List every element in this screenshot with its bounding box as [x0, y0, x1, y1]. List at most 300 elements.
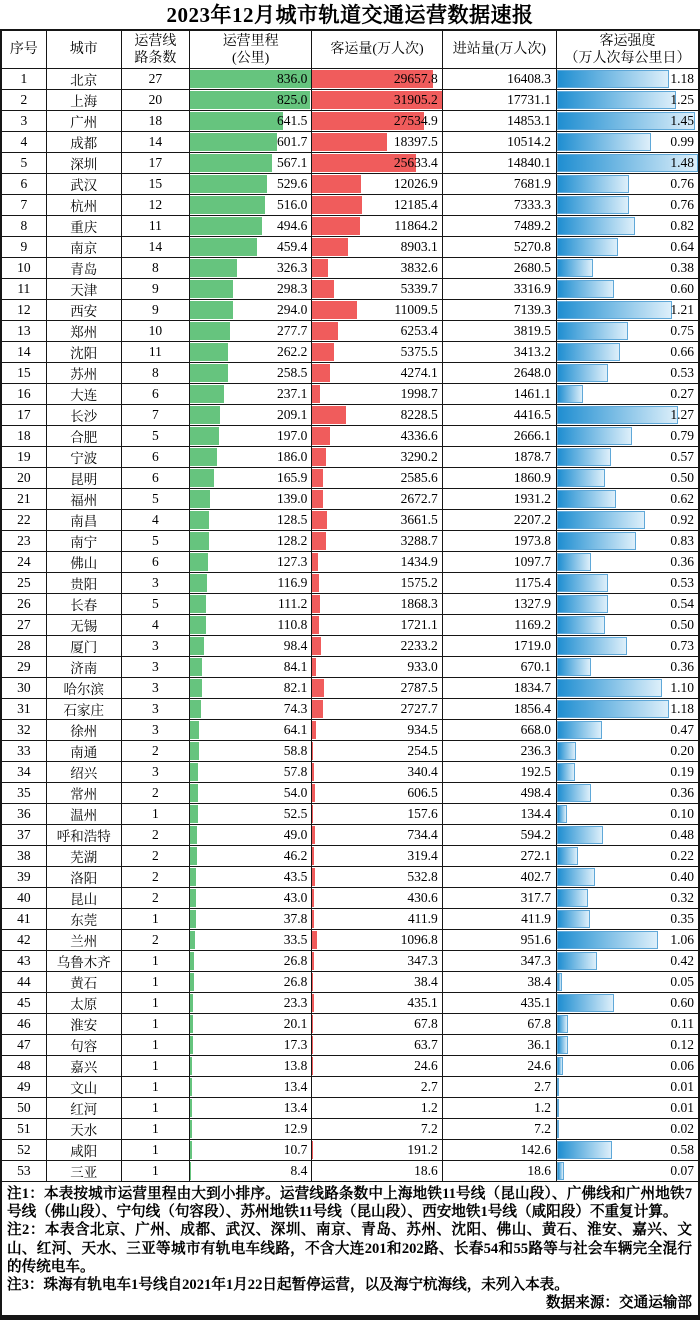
rank-cell: 49 [1, 1077, 46, 1098]
volume-cell [312, 69, 442, 90]
mileage-value: 277.7 [190, 322, 311, 340]
volume-cell [312, 678, 442, 699]
table-row [1, 216, 699, 237]
intensity-value: 0.01 [557, 1078, 698, 1096]
volume-value: 12026.9 [312, 175, 441, 193]
col-header-line: (公里) [190, 50, 311, 67]
table-row [1, 657, 699, 678]
mileage-value: 139.0 [190, 490, 311, 508]
table-row [1, 783, 699, 804]
intensity-cell [557, 1140, 699, 1161]
city-cell: 深圳 [46, 153, 121, 174]
city-cell: 绍兴 [46, 762, 121, 783]
mileage-cell [190, 237, 312, 258]
city-cell: 句容 [46, 1035, 121, 1056]
mileage-value: 58.8 [190, 742, 311, 760]
intensity-cell [557, 216, 699, 237]
volume-cell [312, 951, 442, 972]
rank-cell: 12 [1, 300, 46, 321]
intensity-value: 0.60 [557, 280, 698, 298]
city-cell: 芜湖 [46, 846, 121, 867]
table-row [1, 720, 699, 741]
rank-cell: 9 [1, 237, 46, 258]
city-cell: 三亚 [46, 1161, 121, 1182]
volume-cell [312, 237, 442, 258]
mileage-value: 17.3 [190, 1036, 311, 1054]
mileage-value: 529.6 [190, 175, 311, 193]
line-count-cell: 5 [121, 594, 189, 615]
entries-cell: 67.8 [442, 1014, 556, 1035]
col-header-line: 运营线 [122, 33, 189, 50]
rank-cell: 31 [1, 699, 46, 720]
line-count-cell: 2 [121, 867, 189, 888]
entries-cell: 2680.5 [442, 258, 556, 279]
table-row [1, 342, 699, 363]
line-count-cell: 6 [121, 447, 189, 468]
rank-cell: 36 [1, 804, 46, 825]
volume-value: 191.2 [312, 1141, 441, 1159]
volume-value: 319.4 [312, 847, 441, 865]
entries-cell: 24.6 [442, 1056, 556, 1077]
volume-value: 12185.4 [312, 196, 441, 214]
volume-cell [312, 1056, 442, 1077]
city-cell: 黄石 [46, 972, 121, 993]
line-count-cell: 1 [121, 804, 189, 825]
intensity-cell [557, 447, 699, 468]
col-header-line: 客运量(万人次) [312, 41, 441, 58]
intensity-value: 0.75 [557, 322, 698, 340]
rank-cell: 34 [1, 762, 46, 783]
intensity-cell [557, 1077, 699, 1098]
volume-cell [312, 111, 442, 132]
city-cell: 东莞 [46, 909, 121, 930]
intensity-cell [557, 69, 699, 90]
entries-cell: 7681.9 [442, 174, 556, 195]
rank-cell: 38 [1, 846, 46, 867]
mileage-value: 459.4 [190, 238, 311, 256]
entries-cell: 2207.2 [442, 510, 556, 531]
entries-cell: 7333.3 [442, 195, 556, 216]
mileage-cell [190, 447, 312, 468]
city-cell: 武汉 [46, 174, 121, 195]
rank-cell: 14 [1, 342, 46, 363]
table-row [1, 1035, 699, 1056]
entries-cell: 317.7 [442, 888, 556, 909]
table-row [1, 174, 699, 195]
mileage-value: 825.0 [190, 91, 311, 109]
city-cell: 贵阳 [46, 573, 121, 594]
rank-cell: 32 [1, 720, 46, 741]
line-count-cell: 1 [121, 1098, 189, 1119]
volume-value: 2585.6 [312, 469, 441, 487]
intensity-value: 1.45 [557, 112, 698, 130]
line-count-cell: 1 [121, 1161, 189, 1182]
rank-cell: 17 [1, 405, 46, 426]
volume-cell [312, 867, 442, 888]
col-header-line: 运营里程 [190, 33, 311, 50]
entries-cell: 1719.0 [442, 636, 556, 657]
table-row [1, 888, 699, 909]
intensity-value: 0.64 [557, 238, 698, 256]
volume-value: 435.1 [312, 994, 441, 1012]
volume-cell [312, 615, 442, 636]
intensity-cell [557, 783, 699, 804]
intensity-value: 0.36 [557, 784, 698, 802]
intensity-cell [557, 426, 699, 447]
entries-cell: 1856.4 [442, 699, 556, 720]
intensity-value: 0.07 [557, 1162, 698, 1180]
rank-cell: 52 [1, 1140, 46, 1161]
line-count-cell: 1 [121, 909, 189, 930]
intensity-cell [557, 699, 699, 720]
mileage-cell [190, 972, 312, 993]
intensity-cell [557, 867, 699, 888]
mileage-value: 20.1 [190, 1015, 311, 1033]
line-count-cell: 11 [121, 342, 189, 363]
mileage-value: 298.3 [190, 280, 311, 298]
entries-cell: 192.5 [442, 762, 556, 783]
line-count-cell: 1 [121, 1035, 189, 1056]
mileage-cell [190, 573, 312, 594]
intensity-value: 0.83 [557, 532, 698, 550]
rank-cell: 35 [1, 783, 46, 804]
volume-value: 3832.6 [312, 259, 441, 277]
rank-cell: 2 [1, 90, 46, 111]
volume-value: 5339.7 [312, 280, 441, 298]
mileage-cell [190, 657, 312, 678]
volume-value: 1998.7 [312, 385, 441, 403]
rank-cell: 11 [1, 279, 46, 300]
mileage-cell [190, 342, 312, 363]
mileage-cell [190, 153, 312, 174]
table-row [1, 846, 699, 867]
volume-value: 2.7 [312, 1078, 441, 1096]
intensity-cell [557, 741, 699, 762]
intensity-cell [557, 1098, 699, 1119]
table-row [1, 762, 699, 783]
city-cell: 佛山 [46, 552, 121, 573]
intensity-value: 0.48 [557, 826, 698, 844]
entries-cell: 1878.7 [442, 447, 556, 468]
intensity-value: 0.58 [557, 1141, 698, 1159]
intensity-value: 1.10 [557, 679, 698, 697]
volume-cell [312, 636, 442, 657]
mileage-cell [190, 888, 312, 909]
intensity-value: 0.06 [557, 1057, 698, 1075]
line-count-cell: 15 [121, 174, 189, 195]
volume-value: 2233.2 [312, 637, 441, 655]
volume-value: 1721.1 [312, 616, 441, 634]
intensity-cell [557, 846, 699, 867]
volume-cell [312, 552, 442, 573]
volume-cell [312, 321, 442, 342]
col-header-rank [1, 30, 46, 69]
mileage-value: 186.0 [190, 448, 311, 466]
entries-cell: 3819.5 [442, 321, 556, 342]
intensity-value: 0.36 [557, 658, 698, 676]
line-count-cell: 9 [121, 300, 189, 321]
intensity-value: 0.40 [557, 868, 698, 886]
mileage-value: 128.5 [190, 511, 311, 529]
city-cell: 厦门 [46, 636, 121, 657]
col-header-mileage [190, 30, 312, 69]
line-count-cell: 5 [121, 426, 189, 447]
city-cell: 洛阳 [46, 867, 121, 888]
mileage-cell [190, 363, 312, 384]
mileage-cell [190, 132, 312, 153]
mileage-cell [190, 762, 312, 783]
intensity-value: 0.76 [557, 175, 698, 193]
mileage-value: 37.8 [190, 910, 311, 928]
col-header-intensity [557, 30, 699, 69]
line-count-cell: 5 [121, 531, 189, 552]
table-row [1, 993, 699, 1014]
volume-cell [312, 972, 442, 993]
entries-cell: 1327.9 [442, 594, 556, 615]
volume-value: 934.5 [312, 721, 441, 739]
table-body [1, 69, 699, 1182]
mileage-cell [190, 468, 312, 489]
line-count-cell: 4 [121, 510, 189, 531]
mileage-value: 567.1 [190, 154, 311, 172]
line-count-cell: 3 [121, 636, 189, 657]
mileage-value: 111.2 [190, 595, 311, 613]
entries-cell: 36.1 [442, 1035, 556, 1056]
mileage-cell [190, 678, 312, 699]
volume-cell [312, 405, 442, 426]
intensity-value: 1.06 [557, 931, 698, 949]
intensity-value: 0.38 [557, 259, 698, 277]
intensity-cell [557, 762, 699, 783]
mileage-cell [190, 531, 312, 552]
entries-cell: 411.9 [442, 909, 556, 930]
rank-cell: 26 [1, 594, 46, 615]
entries-cell: 5270.8 [442, 237, 556, 258]
intensity-cell [557, 237, 699, 258]
table-row [1, 1098, 699, 1119]
rank-cell: 4 [1, 132, 46, 153]
mileage-cell [190, 195, 312, 216]
rank-cell: 21 [1, 489, 46, 510]
city-cell: 长沙 [46, 405, 121, 426]
intensity-cell [557, 111, 699, 132]
intensity-value: 0.22 [557, 847, 698, 865]
intensity-cell [557, 636, 699, 657]
volume-cell [312, 993, 442, 1014]
rank-cell: 39 [1, 867, 46, 888]
entries-cell: 38.4 [442, 972, 556, 993]
mileage-cell [190, 321, 312, 342]
mileage-value: 84.1 [190, 658, 311, 676]
volume-value: 25633.4 [312, 154, 441, 172]
city-cell: 合肥 [46, 426, 121, 447]
intensity-cell [557, 468, 699, 489]
mileage-value: 23.3 [190, 994, 311, 1012]
volume-cell [312, 153, 442, 174]
volume-cell [312, 342, 442, 363]
city-cell: 昆山 [46, 888, 121, 909]
volume-cell [312, 468, 442, 489]
data-table [0, 29, 700, 1182]
volume-value: 340.4 [312, 763, 441, 781]
intensity-cell [557, 1119, 699, 1140]
intensity-cell [557, 510, 699, 531]
volume-value: 67.8 [312, 1015, 441, 1033]
mileage-value: 516.0 [190, 196, 311, 214]
table-row [1, 867, 699, 888]
mileage-value: 165.9 [190, 469, 311, 487]
volume-value: 2727.7 [312, 700, 441, 718]
city-cell: 西安 [46, 300, 121, 321]
volume-value: 31905.2 [312, 91, 441, 109]
volume-cell [312, 720, 442, 741]
data-source: 数据来源：交通运输部 [7, 1294, 692, 1312]
rank-cell: 8 [1, 216, 46, 237]
volume-cell [312, 657, 442, 678]
mileage-value: 82.1 [190, 679, 311, 697]
mileage-value: 13.8 [190, 1057, 311, 1075]
mileage-cell [190, 90, 312, 111]
city-cell: 兰州 [46, 930, 121, 951]
line-count-cell: 6 [121, 552, 189, 573]
line-count-cell: 3 [121, 657, 189, 678]
entries-cell: 18.6 [442, 1161, 556, 1182]
rank-cell: 7 [1, 195, 46, 216]
intensity-value: 0.53 [557, 574, 698, 592]
intensity-cell [557, 825, 699, 846]
volume-value: 7.2 [312, 1120, 441, 1138]
intensity-value: 0.79 [557, 427, 698, 445]
mileage-cell [190, 1098, 312, 1119]
volume-value: 1434.9 [312, 553, 441, 571]
line-count-cell: 8 [121, 258, 189, 279]
table-row [1, 468, 699, 489]
volume-cell [312, 447, 442, 468]
mileage-cell [190, 405, 312, 426]
city-cell: 南京 [46, 237, 121, 258]
volume-value: 734.4 [312, 826, 441, 844]
mileage-value: 128.2 [190, 532, 311, 550]
table-row [1, 69, 699, 90]
line-count-cell: 6 [121, 468, 189, 489]
volume-value: 933.0 [312, 658, 441, 676]
rank-cell: 45 [1, 993, 46, 1014]
mileage-value: 641.5 [190, 112, 311, 130]
intensity-cell [557, 804, 699, 825]
city-cell: 福州 [46, 489, 121, 510]
entries-cell: 134.4 [442, 804, 556, 825]
volume-cell [312, 216, 442, 237]
intensity-cell [557, 615, 699, 636]
intensity-cell [557, 1014, 699, 1035]
line-count-cell: 12 [121, 195, 189, 216]
intensity-value: 0.19 [557, 763, 698, 781]
intensity-value: 0.36 [557, 553, 698, 571]
city-cell: 郑州 [46, 321, 121, 342]
volume-value: 3290.2 [312, 448, 441, 466]
intensity-cell [557, 342, 699, 363]
table-row [1, 111, 699, 132]
entries-cell: 2666.1 [442, 426, 556, 447]
intensity-value: 0.35 [557, 910, 698, 928]
volume-value: 27534.9 [312, 112, 441, 130]
mileage-value: 197.0 [190, 427, 311, 445]
intensity-cell [557, 90, 699, 111]
volume-value: 8228.5 [312, 406, 441, 424]
mileage-value: 49.0 [190, 826, 311, 844]
line-count-cell: 2 [121, 825, 189, 846]
table-row [1, 300, 699, 321]
rank-cell: 6 [1, 174, 46, 195]
table-row [1, 195, 699, 216]
city-cell: 苏州 [46, 363, 121, 384]
mileage-cell [190, 825, 312, 846]
volume-value: 4274.1 [312, 364, 441, 382]
city-cell: 无锡 [46, 615, 121, 636]
city-cell: 淮安 [46, 1014, 121, 1035]
intensity-value: 0.54 [557, 595, 698, 613]
mileage-cell [190, 720, 312, 741]
table-row [1, 1056, 699, 1077]
volume-cell [312, 1161, 442, 1182]
mileage-cell [190, 300, 312, 321]
volume-value: 3288.7 [312, 532, 441, 550]
line-count-cell: 9 [121, 279, 189, 300]
volume-cell [312, 510, 442, 531]
mileage-value: 13.4 [190, 1099, 311, 1117]
intensity-value: 0.42 [557, 952, 698, 970]
entries-cell: 7139.3 [442, 300, 556, 321]
volume-value: 3661.5 [312, 511, 441, 529]
entries-cell: 2648.0 [442, 363, 556, 384]
rank-cell: 27 [1, 615, 46, 636]
line-count-cell: 2 [121, 846, 189, 867]
volume-cell [312, 846, 442, 867]
rank-cell: 10 [1, 258, 46, 279]
mileage-value: 52.5 [190, 805, 311, 823]
city-cell: 昆明 [46, 468, 121, 489]
intensity-value: 0.05 [557, 973, 698, 991]
rank-cell: 40 [1, 888, 46, 909]
entries-cell: 347.3 [442, 951, 556, 972]
intensity-cell [557, 132, 699, 153]
mileage-value: 64.1 [190, 721, 311, 739]
line-count-cell: 1 [121, 1119, 189, 1140]
mileage-cell [190, 909, 312, 930]
rank-cell: 47 [1, 1035, 46, 1056]
mileage-cell [190, 1119, 312, 1140]
table-row [1, 132, 699, 153]
entries-cell: 236.3 [442, 741, 556, 762]
footnotes [0, 1182, 700, 1320]
mileage-value: 33.5 [190, 931, 311, 949]
line-count-cell: 27 [121, 69, 189, 90]
note-3: 注3：珠海有轨电车1号线自2021年1月22日起暂停运营，以及海宁杭海线，未列入本表。 [7, 1276, 692, 1294]
entries-cell: 14853.1 [442, 111, 556, 132]
volume-cell [312, 132, 442, 153]
city-cell: 温州 [46, 804, 121, 825]
mileage-cell [190, 783, 312, 804]
intensity-cell [557, 1056, 699, 1077]
intensity-value: 1.18 [557, 700, 698, 718]
rank-cell: 30 [1, 678, 46, 699]
mileage-value: 13.4 [190, 1078, 311, 1096]
table-row [1, 90, 699, 111]
rank-cell: 23 [1, 531, 46, 552]
mileage-cell [190, 951, 312, 972]
volume-value: 347.3 [312, 952, 441, 970]
intensity-value: 1.25 [557, 91, 698, 109]
